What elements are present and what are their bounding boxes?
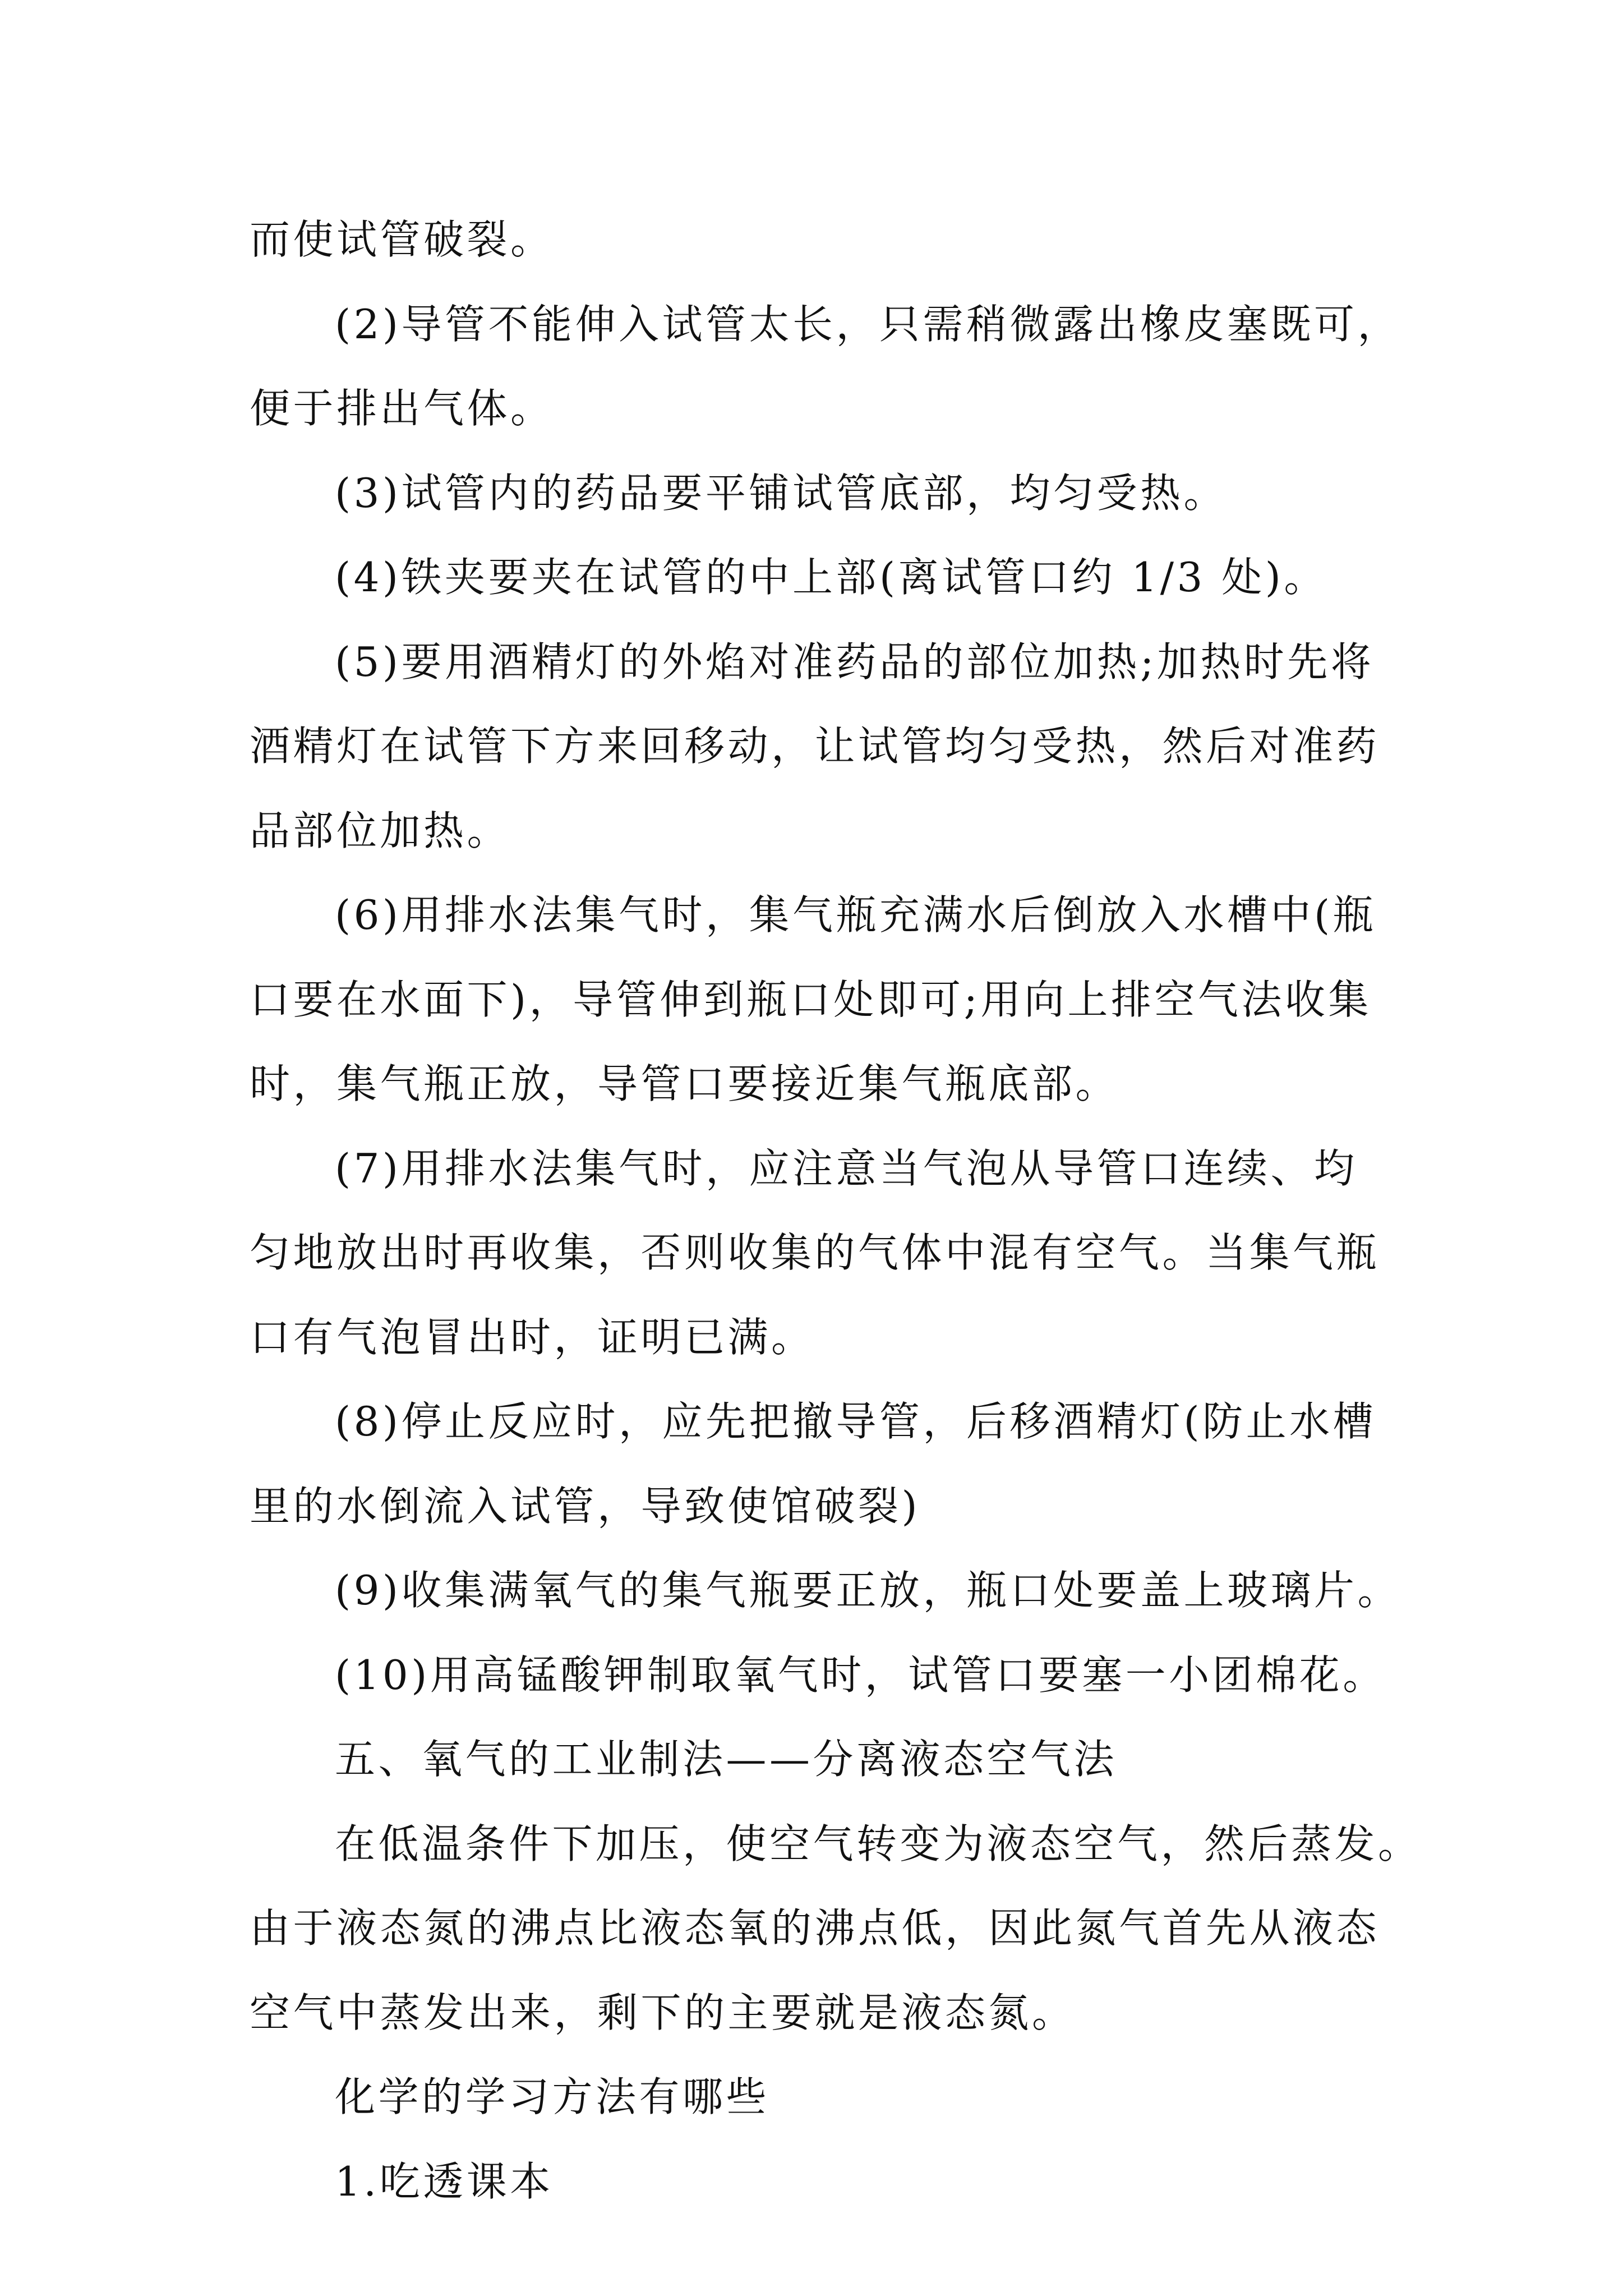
section-heading: 化学的学习方法有哪些 — [335, 2073, 770, 2120]
text-line: 口有气泡冒出时，证明已满。 — [250, 1313, 815, 1361]
text-line: (8)停止反应时，应先把撤导管，后移酒精灯(防止水槽 — [335, 1398, 1377, 1445]
text-line: (7)用排水法集气时，应注意当气泡从导管口连续、均 — [335, 1144, 1358, 1192]
text-line: 便于排出气体。 — [250, 385, 554, 432]
text-line: 匀地放出时再收集，否则收集的气体中混有空气。当集气瓶 — [250, 1229, 1380, 1276]
text-line: 空气中蒸发出来，剩下的主要就是液态氮。 — [250, 1989, 1076, 2036]
text-line: 酒精灯在试管下方来回移动，让试管均匀受热，然后对准药 — [250, 723, 1380, 770]
list-item: 1.吃透课本 — [335, 2157, 554, 2205]
text-line: 由于液态氮的沸点比液态氧的沸点低，因此氮气首先从液态 — [250, 1904, 1380, 1952]
text-line: (5)要用酒精灯的外焰对准药品的部位加热;加热时先将 — [335, 638, 1375, 685]
text-line: (4)铁夹要夹在试管的中上部(离试管口约 1/3 处)。 — [335, 554, 1327, 601]
text-line: 在低温条件下加压，使空气转变为液态空气，然后蒸发。 — [335, 1820, 1422, 1867]
body-text — [250, 197, 1422, 2224]
text-line: 里的水倒流入试管，导致使馆破裂) — [250, 1482, 921, 1530]
text-line: 时，集气瓶正放，导管口要接近集气瓶底部。 — [250, 1060, 1119, 1107]
text-line: 而使试管破裂。 — [250, 216, 554, 263]
text-line: (6)用排水法集气时，集气瓶充满水后倒放入水槽中(瓶 — [335, 891, 1377, 938]
text-line: (3)试管内的药品要平铺试管底部，均匀受热。 — [335, 469, 1227, 517]
text-line: (9)收集满氧气的集气瓶要正放，瓶口处要盖上玻璃片。 — [335, 1567, 1401, 1614]
section-heading: 五、氧气的工业制法——分离液态空气法 — [335, 1736, 1118, 1783]
text-line: 口要在水面下)，导管伸到瓶口处即可;用向上排空气法收集 — [250, 976, 1372, 1023]
text-line: 品部位加热。 — [250, 807, 511, 854]
text-line: (10)用高锰酸钾制取氧气时，试管口要塞一小团棉花。 — [335, 1651, 1386, 1699]
text-line: (2)导管不能伸入试管太长，只需稍微露出橡皮塞既可， — [335, 300, 1401, 348]
